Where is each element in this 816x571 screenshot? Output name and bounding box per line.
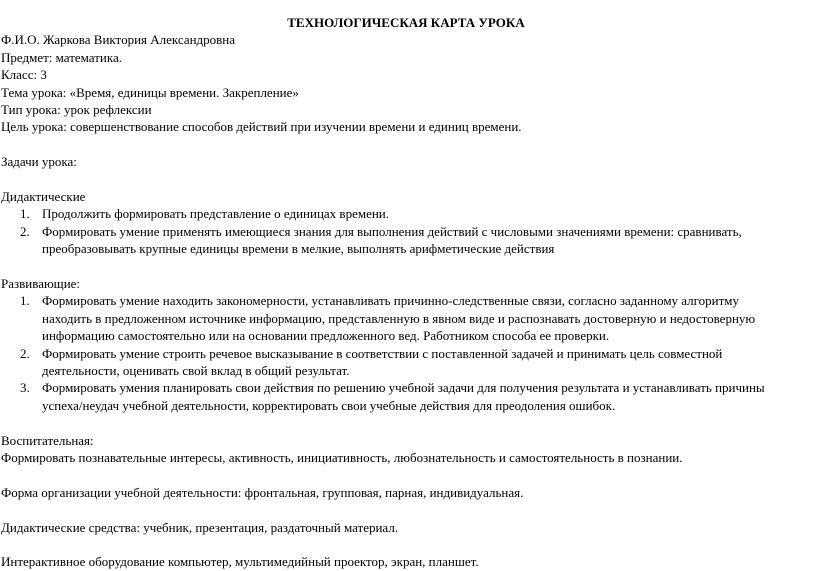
organization-form: Форма организации учебной деятельности: фронтальная, групповая, парная, индивидуальная. — [1, 484, 524, 500]
subject-line: Предмет: математика. — [1, 49, 123, 65]
educational-heading: Воспитательная: — [1, 432, 94, 448]
list-item — [0, 292, 812, 344]
developing-list — [0, 292, 812, 414]
developing-heading: Развивающие: — [1, 276, 81, 292]
list-item-text: Формировать умение находить закономерности, устанавливать причинно-следственные связи, согласно заданному алгоритму — [42, 293, 740, 309]
interactive-equipment: Интерактивное оборудование компьютер, мультимедийный проектор, экран, планшет. — [1, 554, 479, 570]
didactic-list — [0, 205, 812, 257]
educational-text: Формировать познавательные интересы, активность, инициативность, любознательность и самостоятельность в познании. — [1, 450, 683, 466]
didactic-heading: Дидактические — [1, 189, 86, 205]
list-item-text: успеха/неудач учебной деятельности, корректировать свои учебные действия для преодоления ошибок. — [42, 397, 616, 413]
list-item-text: Формировать умения планировать свои действия по решению учебной задачи для получения результата и устанавливать причины — [42, 380, 765, 396]
list-item-number: 2. — [20, 223, 30, 239]
list-item — [0, 223, 812, 258]
list-item — [0, 345, 812, 380]
lesson-goal: Цель урока: совершенствование способов действий при изучении времени и единиц времени. — [1, 119, 522, 135]
teacher-name: Ф.И.О. Жаркова Виктория Александровна — [1, 32, 236, 48]
list-item-text: Формировать умение строить речевое высказывание в соответствии с поставленной задачей и принимать цель совместной — [42, 345, 723, 361]
list-item — [0, 205, 812, 222]
list-item — [0, 379, 812, 414]
lesson-type: Тип урока: урок рефлексии — [1, 102, 152, 118]
tasks-heading: Задачи урока: — [1, 154, 77, 170]
list-item-number: 1. — [20, 293, 30, 309]
list-item-number: 1. — [20, 206, 30, 222]
lesson-topic: Тема урока: «Время, единицы времени. Закрепление» — [1, 84, 299, 100]
didactic-means: Дидактические средства: учебник, презентация, раздаточный материал. — [1, 519, 399, 535]
list-item-text: деятельности, оценивать свой вклад в общий результат. — [42, 363, 350, 379]
document-title: ТЕХНОЛОГИЧЕСКАЯ КАРТА УРОКА — [287, 15, 525, 30]
list-item-text: преобразовывать крупные единицы времени в мелкие, выполнять арифметические действия — [42, 241, 555, 257]
list-item-text: Продолжить формировать представление о единицах времени. — [42, 206, 390, 222]
list-item-text: Формировать умение применять имеющиеся знания для выполнения действий с числовыми значениями времени: сравнивать, — [42, 223, 742, 239]
grade-line: Класс: 3 — [1, 67, 47, 83]
list-item-number: 2. — [20, 345, 30, 361]
list-item-number: 3. — [20, 380, 30, 396]
list-item-text: находить в предложенном источнике информацию, представленную в явном виде и распознавать достоверную и недостоверную — [42, 310, 756, 326]
list-item-text: информацию самостоятельно или на основании предложенного вед. Работником способа ее проверки. — [42, 328, 610, 344]
lesson-plan-page — [0, 14, 812, 571]
